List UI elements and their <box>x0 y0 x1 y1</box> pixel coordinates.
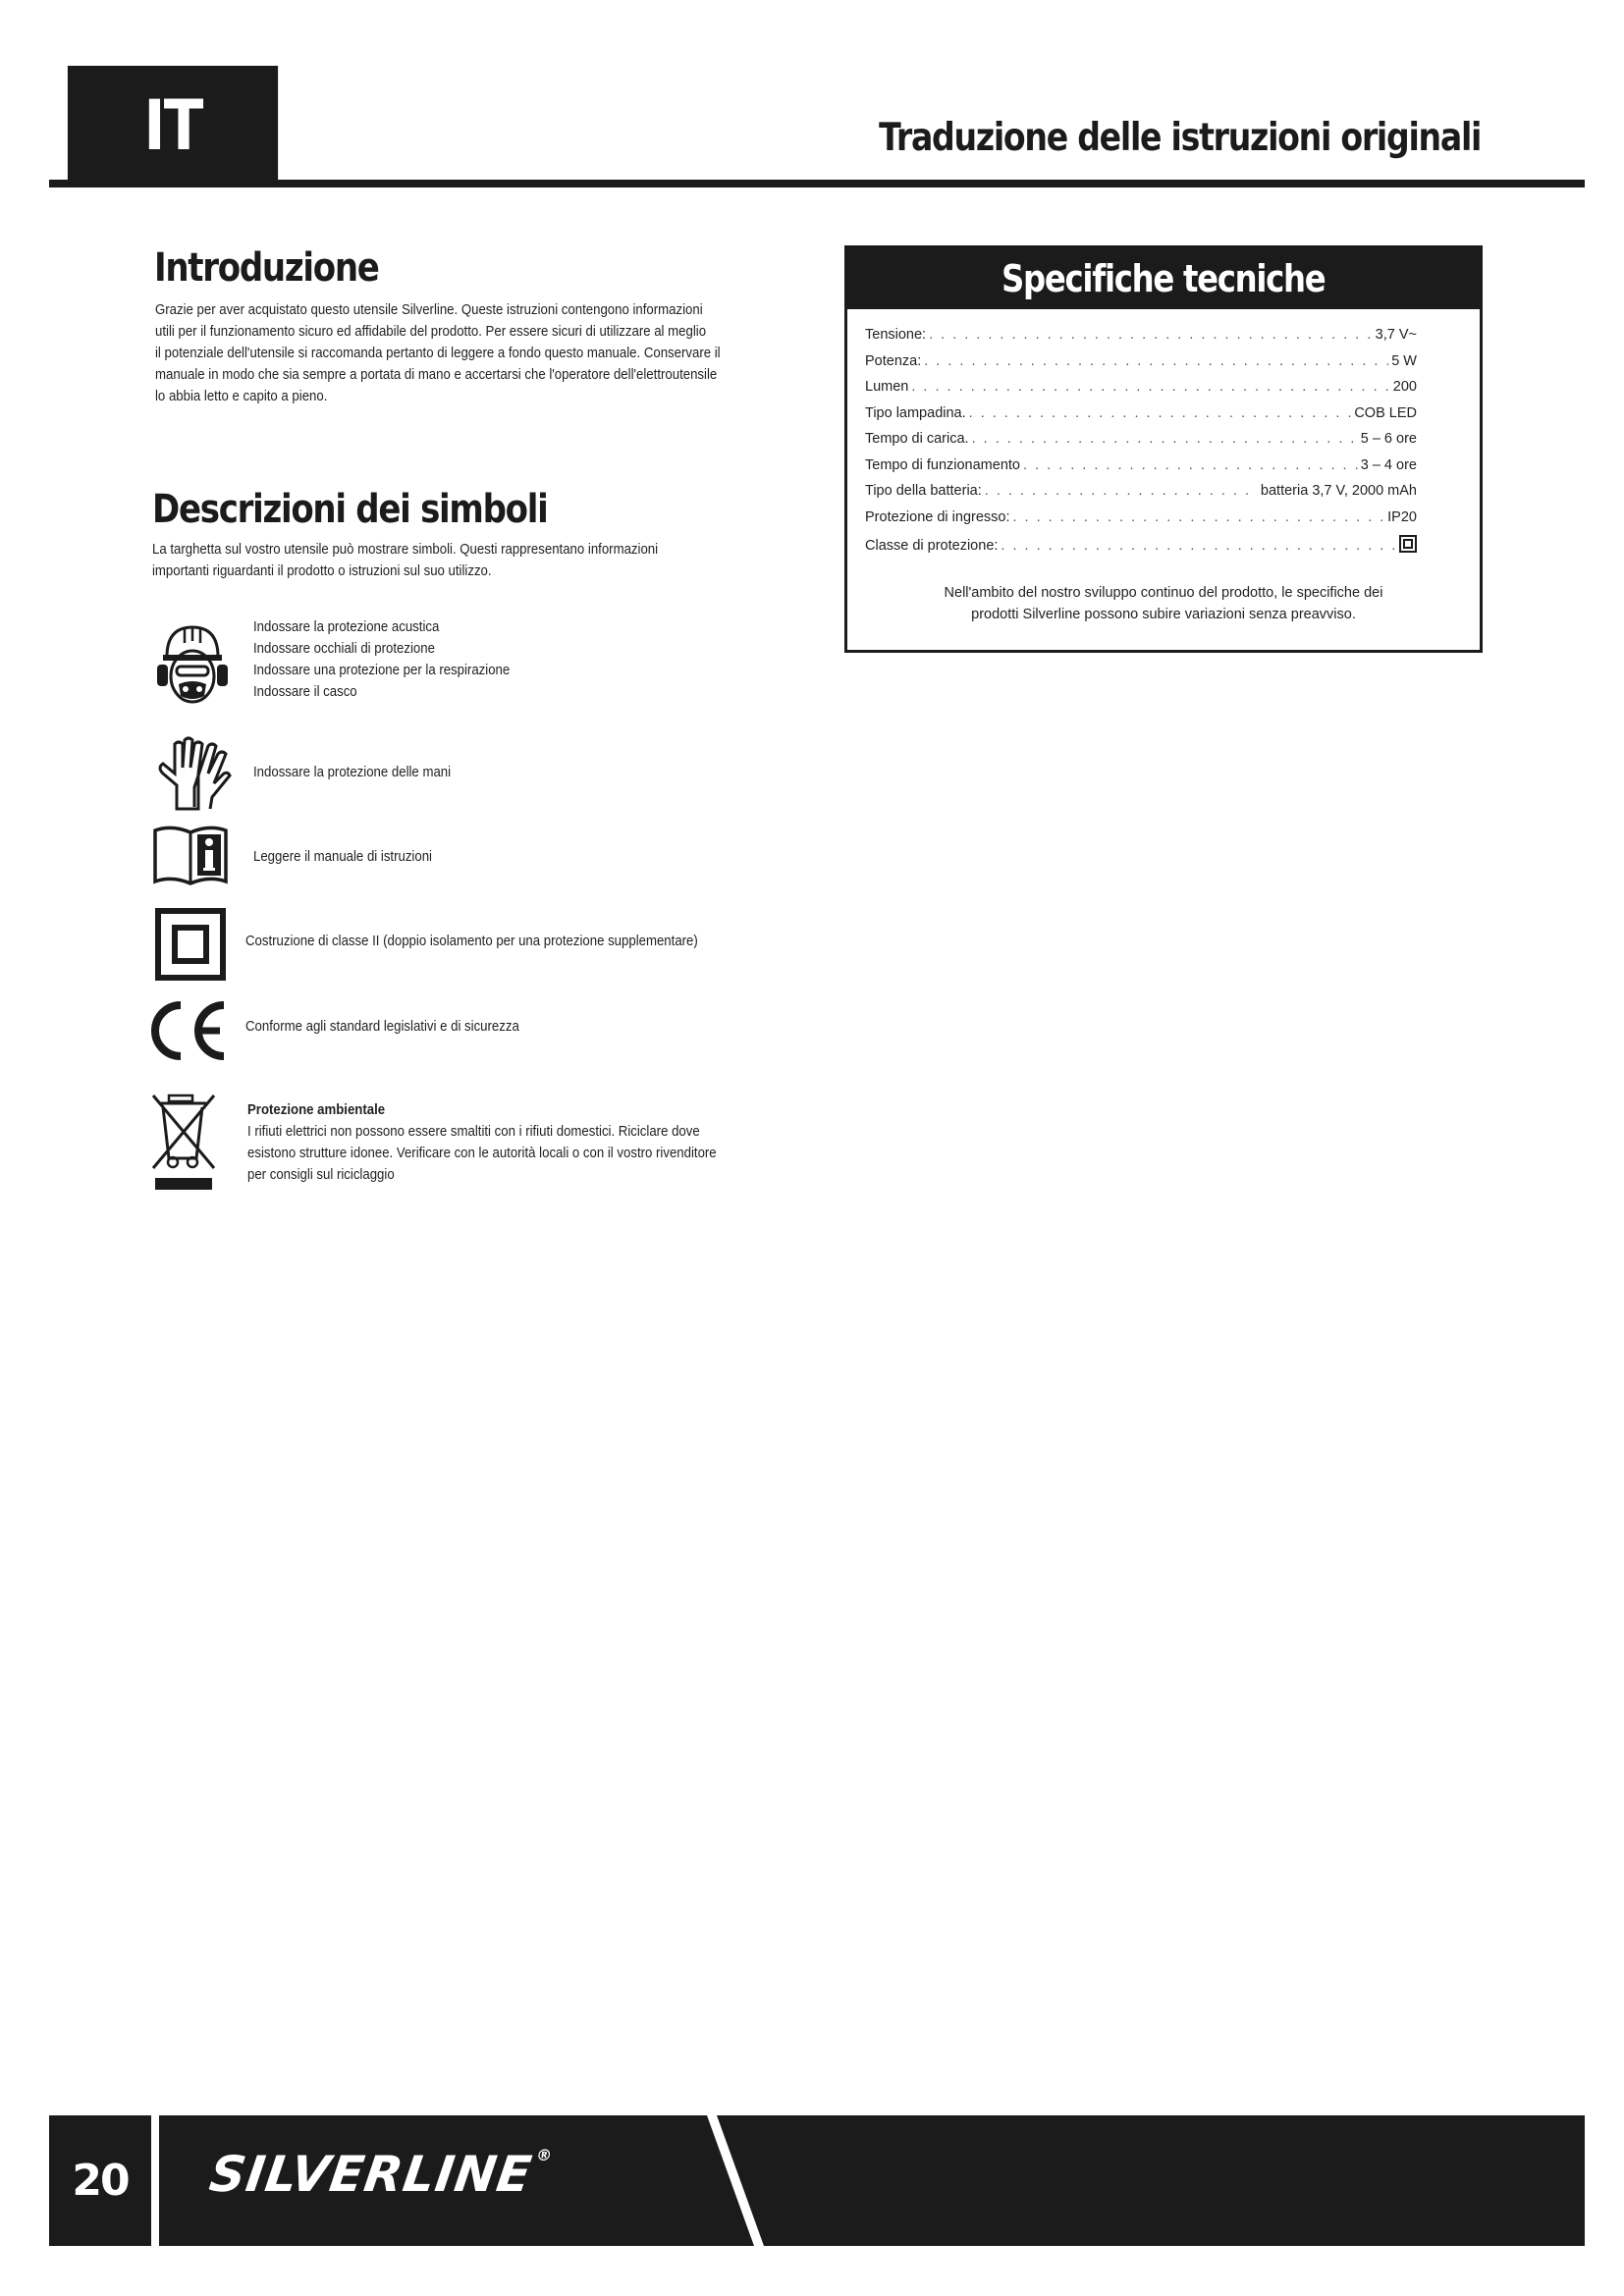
brand-logo <box>206 2146 555 2203</box>
spec-value-class-ii-icon <box>1399 535 1417 554</box>
spec-value: 200 <box>1392 379 1417 395</box>
weee-bin-icon <box>149 1090 222 1192</box>
spec-row <box>865 327 1417 353</box>
spec-value: 5 W <box>1391 352 1417 369</box>
introduction-body: Grazie per aver acquistato questo utensile Silverline. Queste istruzioni contengono informazioni utili per il funzionamento sicuro ed affidabile del prodotto. Per essere sicuri di utilizzare al meglio il potenziale dell'utensile si raccomanda pertanto di leggere a fondo questo manuale. Conservare il manuale in modo che sia sempre a portata di mano e accertarsi che l'operatore dell'elettroutensile lo abbia letto e capito a pieno. <box>155 301 721 404</box>
gloves-icon <box>149 734 232 811</box>
spec-leader <box>1001 538 1396 554</box>
spec-row <box>865 457 1417 484</box>
footer-wedge <box>707 2115 766 2246</box>
spec-leader <box>911 379 1389 395</box>
spec-label: Classe di protezione: <box>865 538 999 554</box>
spec-label: Lumen <box>865 379 909 395</box>
spec-value: COB LED <box>1354 404 1417 421</box>
spec-row <box>865 509 1417 536</box>
spec-row <box>865 535 1417 561</box>
spec-leader <box>929 327 1373 343</box>
manual-icon <box>152 825 229 885</box>
spec-row <box>865 483 1417 509</box>
specifications-header <box>847 248 1480 309</box>
header-rule <box>49 180 1585 187</box>
spec-value: IP20 <box>1387 508 1417 525</box>
footer-divider <box>151 2115 159 2246</box>
spec-leader <box>1013 509 1385 525</box>
introduction-heading: Introduzione <box>154 245 379 291</box>
symbol-weee-title: Protezione ambientale <box>247 1101 386 1118</box>
spec-row <box>865 405 1417 432</box>
brand-name: SILVERLINE <box>205 2146 536 2203</box>
spec-leader <box>985 483 1258 499</box>
language-code: IT <box>143 85 202 166</box>
spec-label: Tensione: <box>865 327 927 343</box>
symbol-gloves-text: Indossare la protezione delle mani <box>253 764 452 780</box>
spec-leader <box>969 405 1352 421</box>
spec-label: Potenza: <box>865 352 922 369</box>
spec-label: Tempo di carica. <box>865 431 969 447</box>
ce-mark-icon <box>145 999 230 1062</box>
spec-label: Tipo della batteria: <box>865 483 982 499</box>
spec-value: 3,7 V~ <box>1375 327 1417 343</box>
symbol-class-ii-text: Costruzione di classe II (doppio isolamento per una protezione supplementare) <box>245 933 698 949</box>
page-title: Traduzione delle istruzioni originali <box>879 116 1481 160</box>
spec-row <box>865 379 1417 405</box>
specifications-list <box>865 327 1417 561</box>
spec-label: Tempo di funzionamento <box>865 456 1020 473</box>
spec-value: 3 – 4 ore <box>1360 456 1417 473</box>
registered-mark: ® <box>534 2146 555 2164</box>
spec-row <box>865 431 1417 457</box>
spec-value: batteria 3,7 V, 2000 mAh <box>1260 483 1417 499</box>
spec-label: Tipo lampadina. <box>865 404 966 421</box>
symbols-intro: La targhetta sul vostro utensile può mostrare simboli. Questi rappresentano informazioni importanti riguardanti il prodotto o istruzioni sul suo utilizzo. <box>152 541 659 579</box>
specifications-heading: Specifiche tecniche <box>1001 257 1326 300</box>
specifications-note: Nell'ambito del nostro sviluppo continuo del prodotto, le specifiche dei prodotti Silverline possono subire variazioni senza preavviso. <box>944 585 1383 622</box>
spec-row <box>865 353 1417 380</box>
symbol-manual-text: Leggere il manuale di istruzioni <box>253 848 432 865</box>
spec-leader <box>1023 457 1358 473</box>
specifications-box <box>844 245 1483 653</box>
symbol-ppe-text: Indossare la protezione acustica Indossare occhiali di protezione Indossare una protezione per la respirazione Indossare il casco <box>253 618 511 700</box>
symbol-weee-text: I rifiuti elettrici non possono essere smaltiti con i rifiuti domestici. Riciclare dove esistono strutture idonee. Verificare con le autorità locali o con il vostro rivenditore per consigli sul riciclaggio <box>247 1123 717 1183</box>
language-badge <box>68 66 278 186</box>
class-ii-icon <box>155 908 226 981</box>
symbol-ce-text: Conforme agli standard legislativi e di sicurezza <box>245 1018 519 1035</box>
spec-leader <box>972 431 1358 447</box>
ppe-head-icon <box>155 621 230 706</box>
page-number: 20 <box>72 2156 129 2206</box>
spec-leader <box>924 353 1388 369</box>
spec-value: 5 – 6 ore <box>1360 431 1417 447</box>
spec-label: Protezione di ingresso: <box>865 508 1010 525</box>
symbols-heading: Descrizioni dei simboli <box>152 487 548 532</box>
